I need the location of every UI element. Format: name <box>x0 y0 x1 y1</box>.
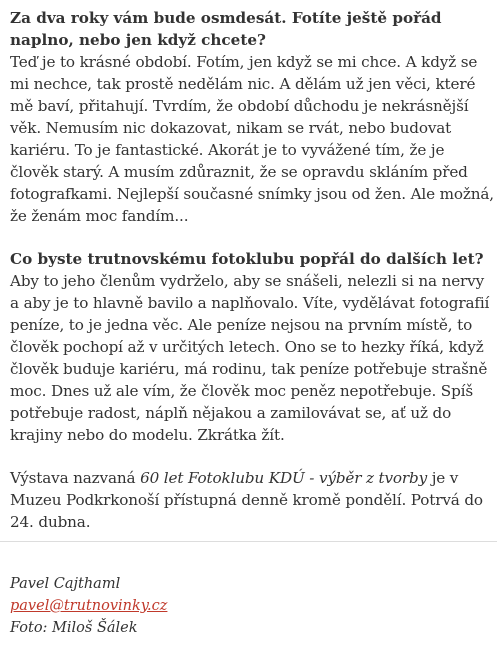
interview-question-1: Za dva roky vám bude osmdesát. Fotíte ještě pořád naplno, nebo jen když chcete? <box>10 9 442 49</box>
exhibition-info <box>10 467 494 533</box>
exhibition-prefix: Výstava nazvaná <box>10 469 141 487</box>
section-divider <box>0 541 497 542</box>
author-name: Pavel Cajthaml <box>10 576 121 592</box>
exhibition-title: 60 let Fotoklubu KDÚ - výběr z tvorby <box>140 469 428 487</box>
author-email-link[interactable]: pavel@trutnovinky.cz <box>10 598 168 614</box>
exhibition-suffix: je v Muzeu Podkrkonoší přístupná denně kromě pondělí. Potrvá do 24. dubna. <box>10 469 483 531</box>
photo-credit: Foto: Miloš Šálek <box>10 620 138 636</box>
paragraph-gap <box>10 227 494 248</box>
paragraph-gap <box>10 446 494 467</box>
interview-question-2: Co byste trutnovskému fotoklubu popřál do dalších let? <box>10 250 484 268</box>
interview-answer-1: Teď je to krásné období. Fotím, jen když se mi chce. A když se mi nechce, tak prostě nedělám nic. A dělám už jen věci, které mě baví, přitahují. Tvrdím, že období důchodu je nekrásnější věk. Nemusím nic dokazovat, nikam se rvát, nebo budovat kariéru. To je fantastické. Akorát je to vyvážené tím, že je člověk starý. A musím zdůraznit, že se opravdu skláním před fotografkami. Nejlepší současné snímky jsou od žen. Ale možná, že ženám moc fandím... <box>10 53 494 225</box>
author-signature <box>10 573 167 639</box>
article-body <box>10 7 494 533</box>
interview-answer-2: Aby to jeho členům vydrželo, aby se snášeli, nelezli si na nervy a aby je to hlavně bavilo a naplňovalo. Víte, vydělávat fotografií peníze, to je jedna věc. Ale peníze nejsou na prvním místě, to člověk pochopí až v určitých letech. Ono se to hezky říká, když člověk buduje kariéru, má rodinu, tak peníze potřebuje strašně moc. Dnes už ale vím, že člověk moc peněz nepotřebuje. Spíš potřebuje radost, náplň nějakou a zamilovávat se, ať už do krajiny nebo do modelu. Zkrátka žít. <box>10 272 490 444</box>
